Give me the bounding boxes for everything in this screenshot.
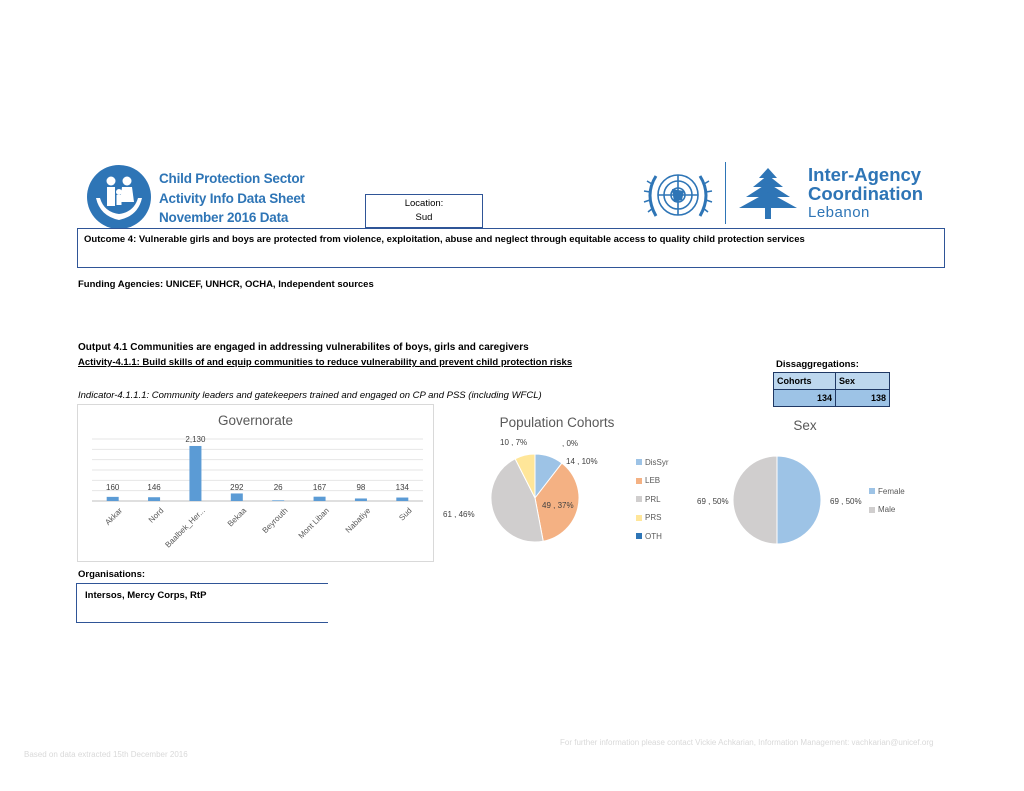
organisations-label: Organisations:	[78, 569, 146, 580]
legend-item	[636, 490, 669, 509]
cohorts-header: Cohorts	[774, 373, 836, 390]
legend-swatch	[636, 496, 642, 502]
outcome-box	[77, 228, 945, 268]
legend-item	[636, 527, 669, 546]
bar-value-label: 167	[312, 483, 327, 492]
legend-label: DisSyr	[645, 457, 669, 467]
legend-swatch	[869, 507, 875, 513]
bar-value-label: 134	[395, 483, 409, 492]
slice-data-label: , 0%	[562, 439, 579, 448]
sex-legend	[869, 482, 905, 519]
slice-data-label: 61 , 46%	[443, 510, 475, 519]
bar-value-label: 2,130	[185, 434, 206, 444]
footer-contact: For further information please contact Vickie Achkarian, Information Management: vachkarian@unicef.org	[560, 738, 934, 747]
indicator-title: Indicator-4.1.1.1: Community leaders and gatekeepers trained and engaged on CP and PSS (including WFCL)	[78, 390, 542, 401]
category-label: Bekaa	[225, 506, 249, 529]
category-label: Nord	[146, 506, 166, 525]
legend-label: PRL	[645, 494, 661, 504]
title-line-2: Activity Info Data Sheet	[159, 190, 305, 206]
legend-label: OTH	[645, 531, 662, 541]
category-label: Sud	[397, 506, 414, 523]
slice-data-label: 14 , 10%	[566, 457, 598, 466]
bar-Akkar	[107, 497, 119, 501]
iac-logo-text	[808, 165, 923, 222]
sex-chart-title: Sex	[793, 418, 817, 433]
bar-value-label: 98	[356, 483, 366, 492]
legend-label: Male	[878, 505, 896, 515]
category-label: Beyrouth	[260, 506, 290, 536]
legend-label: PRS	[645, 513, 662, 523]
legend-label: LEB	[645, 476, 661, 486]
bar-value-label: 146	[147, 483, 161, 492]
category-label: Mont Liban	[296, 506, 331, 541]
activity-title: Activity-4.1.1: Build skills of and equip communities to reduce vulnerability and prevent child protection risks	[78, 357, 573, 368]
location-value: Sud	[415, 212, 433, 223]
un-emblem-icon	[638, 164, 718, 226]
population-cohorts-chart	[437, 410, 687, 570]
bar-value-label: 26	[273, 483, 283, 492]
outcome-text: Outcome 4: Vulnerable girls and boys are protected from violence, exploitation, abuse and neglect through equitable access to quality child protection services	[84, 234, 805, 245]
logo-divider	[725, 162, 726, 224]
title-line-1: Child Protection Sector	[159, 171, 305, 186]
governorate-bars	[78, 431, 433, 561]
sex-value: 138	[836, 390, 890, 407]
iac-line-1: Inter-Agency	[808, 164, 922, 185]
bar-Baalbek_Her...	[189, 446, 201, 501]
category-label: Akkar	[103, 506, 125, 527]
bar-value-label: 160	[106, 483, 120, 492]
organisations-value: Intersos, Mercy Corps, RtP	[85, 590, 207, 601]
legend-item	[636, 453, 669, 472]
legend-label: Female	[878, 486, 905, 496]
iac-line-3: Lebanon	[808, 204, 870, 221]
bar-Nord	[148, 497, 160, 501]
location-box	[365, 194, 483, 228]
bar-Beyrouth	[272, 500, 284, 501]
slice-data-label: 69 , 50%	[697, 497, 729, 506]
cedar-icon	[735, 166, 801, 222]
slice-data-label: 69 , 50%	[830, 497, 862, 506]
legend-swatch	[636, 459, 642, 465]
legend-item	[869, 482, 905, 501]
slice-data-label: 49 , 37%	[542, 501, 574, 510]
footer-extracted: Based on data extracted 15th December 2016	[24, 750, 188, 759]
title-line-3: November 2016 Data	[159, 210, 289, 225]
governorate-chart-title: Governorate	[217, 413, 294, 428]
governorate-chart	[77, 404, 434, 562]
legend-swatch	[636, 515, 642, 521]
sex-header: Sex	[836, 373, 890, 390]
legend-item	[636, 509, 669, 528]
category-label: Baalbek_Her...	[163, 506, 207, 550]
iac-line-2: Coordination	[808, 183, 924, 204]
legend-swatch	[636, 533, 642, 539]
cohorts-value: 134	[774, 390, 836, 407]
slice-Female	[777, 456, 821, 544]
bar-Mont Liban	[314, 497, 326, 501]
disaggregations-table	[773, 372, 890, 407]
funding-agencies: Funding Agencies: UNICEF, UNHCR, OCHA, Independent sources	[78, 279, 374, 290]
category-label: Nabatiye	[343, 506, 373, 535]
population-cohorts-title: Population Cohorts	[499, 415, 615, 430]
sex-chart	[690, 410, 930, 570]
bar-Nabatiye	[355, 498, 367, 501]
population-cohorts-legend	[636, 453, 669, 546]
slice-Male	[733, 456, 777, 544]
legend-swatch	[636, 478, 642, 484]
legend-item	[869, 501, 905, 520]
bar-Sud	[396, 498, 408, 501]
bar-value-label: 292	[230, 483, 244, 492]
output-title: Output 4.1 Communities are engaged in addressing vulnerabilites of boys, girls and caregivers	[78, 342, 529, 353]
legend-item	[636, 472, 669, 491]
disaggregations-title: Dissaggregations:	[776, 359, 859, 370]
location-label: Location:	[404, 198, 444, 209]
bar-Bekaa	[231, 493, 243, 501]
cp-logo	[84, 164, 154, 230]
organisations-box	[76, 583, 328, 623]
sheet-title	[159, 169, 305, 228]
slice-data-label: 10 , 7%	[500, 438, 528, 447]
legend-swatch	[869, 488, 875, 494]
